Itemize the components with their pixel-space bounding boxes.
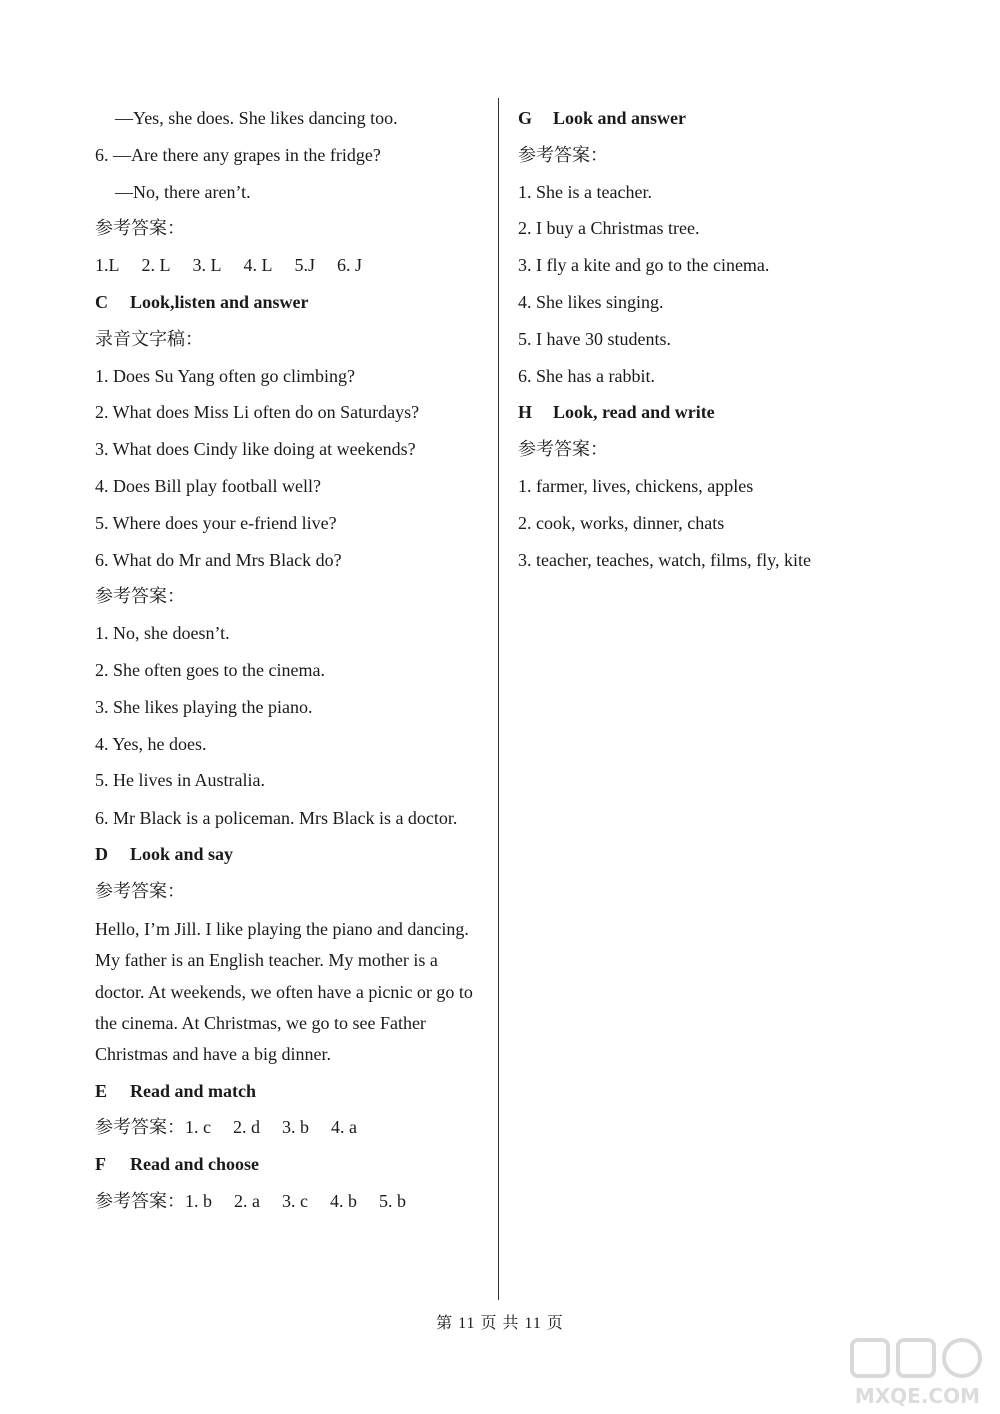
question-line: 3. What does Cindy like doing at weekends? <box>95 439 416 460</box>
section-letter: G <box>518 108 533 128</box>
answer-item: 4. a <box>331 1117 357 1138</box>
answer-item: 2. a <box>234 1190 260 1211</box>
answer-line: 2. cook, works, dinner, chats <box>518 512 725 533</box>
reference-answer-label: 参考答案： <box>95 586 185 607</box>
section-e-answers <box>95 1113 487 1150</box>
section-h-heading <box>518 398 958 435</box>
reference-answer-label: 参考答案： <box>95 881 185 902</box>
dialogue-line: 6. —Are there any grapes in the fridge? <box>95 144 381 165</box>
section-title: Read and choose <box>130 1154 260 1175</box>
answer-line: 3. I fly a kite and go to the cinema. <box>518 255 770 276</box>
question-line: 4. Does Bill play football well? <box>95 475 321 496</box>
answer-item: 5.J <box>294 255 316 276</box>
answer-item: 2. L <box>141 255 171 276</box>
section-f-heading <box>95 1150 487 1187</box>
section-d-heading <box>95 840 487 877</box>
right-column <box>518 104 958 582</box>
answer-line: 6. Mr Black is a policeman. Mrs Black is a doctor. <box>95 808 458 829</box>
answer-line: 2. She often goes to the cinema. <box>95 659 325 680</box>
answer-item: 1. b <box>185 1190 212 1211</box>
reference-answer-label: 参考答案： <box>95 1117 185 1138</box>
answer-line: 2. I buy a Christmas tree. <box>518 218 700 239</box>
answer-item: 5. b <box>379 1190 406 1211</box>
section-letter: H <box>518 402 533 423</box>
section-c-heading <box>95 288 487 325</box>
section-letter: F <box>95 1154 106 1175</box>
section-title: Look and say <box>130 844 234 865</box>
answer-item: 1. c <box>185 1117 211 1138</box>
answer-line: 6. She has a rabbit. <box>518 365 655 386</box>
section-e-heading <box>95 1077 487 1114</box>
reference-answer-label: 参考答案： <box>95 218 185 239</box>
section-letter: E <box>95 1080 108 1101</box>
answer-line: 5. He lives in Australia. <box>95 770 265 791</box>
answer-item: 3. c <box>282 1190 308 1211</box>
question-line: 5. Where does your e-friend live? <box>95 512 337 533</box>
reference-answer-label: 参考答案： <box>518 144 608 165</box>
section-title: Look and answer <box>553 108 687 128</box>
reference-answer-label: 参考答案： <box>95 1190 185 1211</box>
answer-item: 4. L <box>243 255 273 276</box>
answer-line: 5. I have 30 students. <box>518 328 671 349</box>
section-letter: D <box>95 844 108 865</box>
answer-line: 1. She is a teacher. <box>518 181 652 202</box>
answer-line: 4. She likes singing. <box>518 291 664 312</box>
answer-line: 1. farmer, lives, chickens, apples <box>518 475 754 496</box>
question-line: 2. What does Miss Li often do on Saturdays? <box>95 402 420 423</box>
watermark-logo <box>842 1330 982 1410</box>
question-line: 1. Does Su Yang often go climbing? <box>95 365 355 386</box>
answer-line: 3. She likes playing the piano. <box>95 696 313 717</box>
script-label: 录音文字稿： <box>95 328 203 349</box>
question-line: 6. What do Mr and Mrs Black do? <box>95 549 342 570</box>
section-letter: C <box>95 291 108 312</box>
watermark-icon <box>842 1330 982 1390</box>
reference-answer-label: 参考答案： <box>518 439 608 460</box>
section-d-paragraph: Hello, I’m Jill. I like playing the piano and dancing. My father is an English teacher. My mother is a doctor. At weekends, we often have a picnic or go to the cinema. At Christmas, we go to see Father Christmas and have a big dinner. <box>95 919 473 1065</box>
dialogue-line: —Yes, she does. She likes dancing too. <box>115 108 398 128</box>
answer-line: 1. No, she doesn’t. <box>95 623 230 644</box>
page-footer: 第 11 页 共 11 页 <box>436 1315 564 1332</box>
dialogue-line: —No, there aren’t. <box>115 181 251 202</box>
section-b-answers <box>95 251 487 288</box>
answer-item: 1.L <box>95 255 120 276</box>
answer-item: 6. J <box>337 255 363 276</box>
watermark-text: MXQE.COM <box>854 1384 980 1408</box>
answer-line: 3. teacher, teaches, watch, films, fly, kite <box>518 549 811 570</box>
left-column <box>95 104 487 1224</box>
section-title: Look, read and write <box>553 402 715 423</box>
answer-item: 3. L <box>192 255 222 276</box>
answer-item: 2. d <box>233 1117 260 1138</box>
section-title: Read and match <box>130 1080 257 1101</box>
answer-line: 4. Yes, he does. <box>95 733 207 754</box>
answer-item: 3. b <box>282 1117 309 1138</box>
column-divider <box>498 98 499 1300</box>
section-title: Look,listen and answer <box>130 291 309 312</box>
section-f-answers <box>95 1187 487 1224</box>
answer-item: 4. b <box>330 1190 357 1211</box>
section-g-heading <box>518 104 958 141</box>
